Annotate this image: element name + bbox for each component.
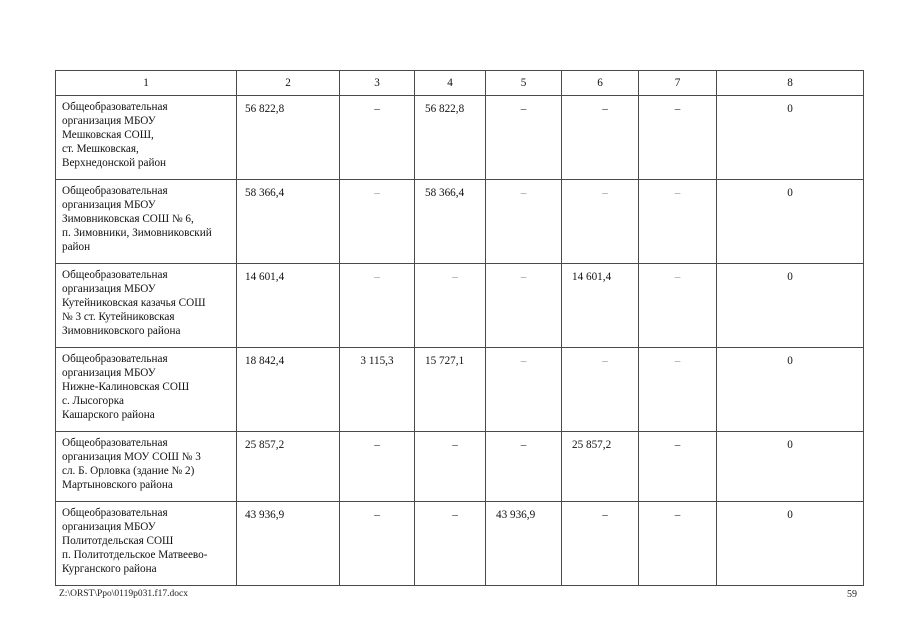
- value-cell: –: [340, 180, 415, 264]
- value-cell: –: [639, 96, 717, 180]
- data-table: [55, 70, 864, 586]
- value-cell: 43 936,9: [237, 502, 340, 586]
- value-cell: 18 842,4: [237, 348, 340, 432]
- value-cell: 15 727,1: [415, 348, 486, 432]
- table-row: [56, 432, 864, 502]
- value-cell: 58 366,4: [415, 180, 486, 264]
- header-cell: 2: [237, 71, 340, 96]
- header-cell: 4: [415, 71, 486, 96]
- organization-cell: Общеобразовательная организация МБОУ Политотдельская СОШ п. Политотдельское Матвеево- Курганского района: [56, 502, 237, 586]
- organization-cell: Общеобразовательная организация МБОУ Мешковская СОШ, ст. Мешковская, Верхнедонской район: [56, 96, 237, 180]
- value-cell: –: [639, 502, 717, 586]
- value-cell: –: [639, 348, 717, 432]
- value-cell: –: [486, 96, 562, 180]
- table-row: [56, 96, 864, 180]
- value-cell: 3 115,3: [340, 348, 415, 432]
- organization-cell: Общеобразовательная организация МБОУ Зимовниковская СОШ № 6, п. Зимовники, Зимовниковский район: [56, 180, 237, 264]
- value-cell: –: [486, 432, 562, 502]
- value-cell: –: [340, 502, 415, 586]
- organization-cell: Общеобразовательная организация МОУ СОШ № 3 сл. Б. Орловка (здание № 2) Мартыновского района: [56, 432, 237, 502]
- value-cell: 0: [717, 348, 864, 432]
- header-cell: 3: [340, 71, 415, 96]
- value-cell: –: [562, 348, 639, 432]
- header-cell: 6: [562, 71, 639, 96]
- organization-cell: Общеобразовательная организация МБОУ Кутейниковская казачья СОШ № 3 ст. Кутейниковская Зимовниковского района: [56, 264, 237, 348]
- value-cell: –: [562, 96, 639, 180]
- table-header-row: [56, 71, 864, 96]
- value-cell: –: [486, 348, 562, 432]
- value-cell: –: [639, 264, 717, 348]
- value-cell: 0: [717, 96, 864, 180]
- value-cell: 14 601,4: [562, 264, 639, 348]
- value-cell: –: [340, 96, 415, 180]
- value-cell: 56 822,8: [237, 96, 340, 180]
- value-cell: 0: [717, 264, 864, 348]
- value-cell: 25 857,2: [562, 432, 639, 502]
- value-cell: –: [562, 502, 639, 586]
- header-cell: 8: [717, 71, 864, 96]
- footer-page-number: 59: [847, 589, 857, 600]
- header-cell: 5: [486, 71, 562, 96]
- value-cell: –: [562, 180, 639, 264]
- value-cell: 25 857,2: [237, 432, 340, 502]
- value-cell: 56 822,8: [415, 96, 486, 180]
- value-cell: 58 366,4: [237, 180, 340, 264]
- value-cell: –: [415, 432, 486, 502]
- value-cell: –: [340, 432, 415, 502]
- organization-cell: Общеобразовательная организация МБОУ Нижне-Калиновская СОШ с. Лысогорка Кашарского района: [56, 348, 237, 432]
- table-row: [56, 348, 864, 432]
- table-row: [56, 264, 864, 348]
- value-cell: 14 601,4: [237, 264, 340, 348]
- header-cell: 7: [639, 71, 717, 96]
- table-row: [56, 180, 864, 264]
- value-cell: 43 936,9: [486, 502, 562, 586]
- value-cell: 0: [717, 502, 864, 586]
- value-cell: –: [639, 180, 717, 264]
- value-cell: –: [415, 502, 486, 586]
- value-cell: 0: [717, 432, 864, 502]
- value-cell: 0: [717, 180, 864, 264]
- value-cell: –: [340, 264, 415, 348]
- value-cell: –: [415, 264, 486, 348]
- footer-file-path: Z:\ORST\Ppo\0119p031.f17.docx: [59, 589, 188, 599]
- table-row: [56, 502, 864, 586]
- header-cell: 1: [56, 71, 237, 96]
- value-cell: –: [486, 264, 562, 348]
- value-cell: –: [486, 180, 562, 264]
- value-cell: –: [639, 432, 717, 502]
